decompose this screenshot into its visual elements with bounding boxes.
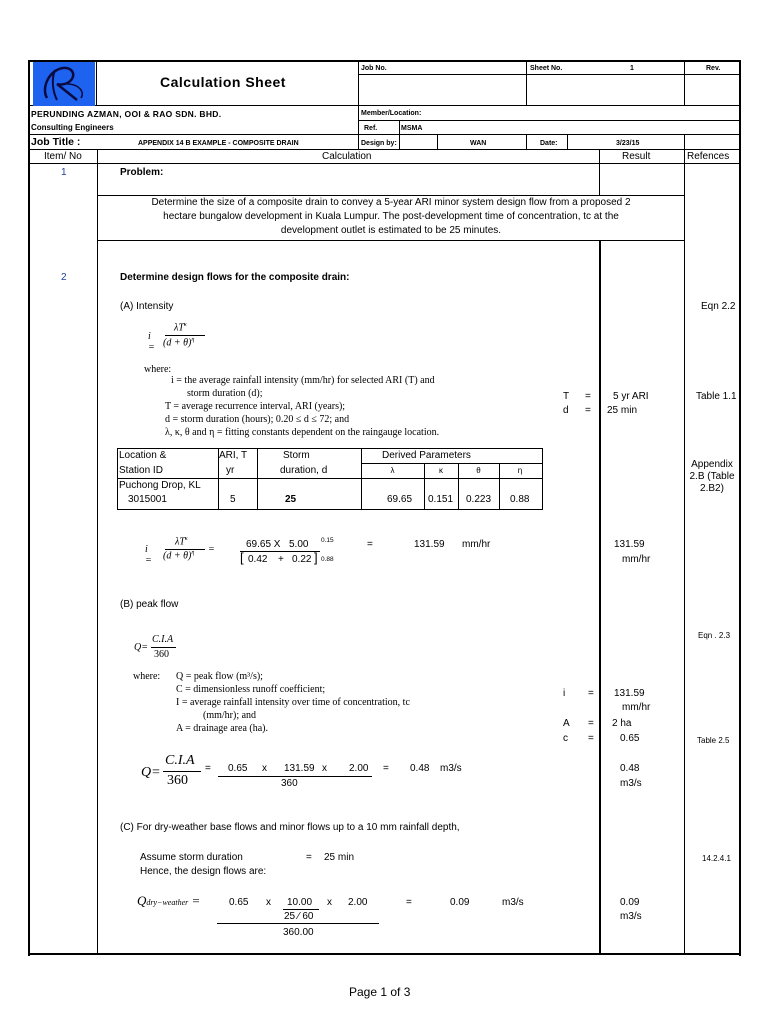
outer-border-right (739, 60, 741, 956)
company-name: PERUNDING AZMAN, OOI & RAO SDN. BHD. (31, 109, 222, 119)
i-unit: mm/hr (622, 702, 651, 713)
header-divider (399, 121, 400, 149)
column-divider (97, 149, 98, 955)
company-subtitle: Consulting Engineers (31, 123, 114, 132)
calc-q-i: 131.59 (284, 763, 315, 774)
calc-q-unit: m3/s (440, 763, 462, 774)
table-cell-eta: 0.88 (510, 494, 530, 505)
table-header-eta: η (517, 466, 523, 475)
T-eq: = (585, 391, 591, 402)
q-where-text: C = dimensionless runoff coefficient; (176, 684, 326, 695)
table-header-derived: Derived Parameters (382, 450, 471, 461)
A-eq: = (588, 718, 594, 729)
i-value: 131.59 (614, 688, 645, 699)
calc-q-den: 360 (281, 778, 298, 789)
c-value: 0.65 (620, 733, 640, 744)
problem-text-line: development outlet is estimated to be 25 minutes. (280, 225, 502, 236)
problem-text-line: hectare bungalow development in Kuala Lumpur. The post-development time of concentration, tc at the (163, 211, 619, 222)
date-label: Date: (540, 140, 558, 147)
col-header-references: Refences (687, 151, 730, 162)
problem-text-line: Determine the size of a composite drain to convey a 5-year ARI minor system design flow from a proposed 2 (151, 197, 631, 208)
header-divider (28, 163, 740, 164)
calc-dry-result: 0.09 (450, 897, 470, 908)
calc-q-x: x (322, 763, 327, 774)
item-number: 1 (61, 167, 67, 178)
table-header-station: Station ID (119, 465, 163, 476)
table-reference: Table 1.1 (696, 391, 737, 402)
header-divider (437, 135, 438, 149)
calc-i-den-plus: + (278, 554, 284, 565)
date-value: 3/23/15 (616, 140, 640, 147)
result-intensity: 131.59 (614, 539, 645, 550)
problem-label: Problem: (120, 167, 164, 178)
item-number: 2 (61, 272, 67, 283)
where-text: T = average recurrence interval, ARI (years); (165, 401, 346, 412)
eqn-reference: Eqn . 2.3 (698, 631, 731, 640)
dry-weather-label: (C) For dry-weather base flows and minor flows up to a 10 mm rainfall depth, (120, 822, 460, 833)
problem-box-line (97, 195, 684, 196)
calc-i-den-bracket: [ (240, 550, 244, 565)
intensity-label: (A) Intensity (120, 301, 174, 312)
table-cell-duration: 25 (285, 494, 297, 505)
ref-value: MSMA (401, 125, 423, 132)
design-by-label: Design by: (361, 140, 397, 147)
i-label: i (563, 688, 566, 699)
result-dry-flow: 0.09 (620, 897, 640, 908)
table-cell-kappa: 0.151 (428, 494, 454, 505)
assume-eq: = (306, 852, 312, 863)
T-label: T (563, 391, 570, 402)
outer-border-bottom (28, 953, 741, 955)
job-title-label: Job Title : (31, 136, 81, 148)
sheet-title: Calculation Sheet (160, 74, 286, 90)
calc-i-den-b: 0.22 (292, 554, 312, 565)
calc-i-num-exp: 0.15 (321, 537, 334, 544)
table-cell-location: Puchong Drop, KL (119, 480, 201, 491)
i-eq: = (588, 688, 594, 699)
fraction-line (283, 909, 319, 910)
c-eq: = (588, 733, 594, 744)
q-where-text: Q = peak flow (m³/s); (176, 671, 263, 682)
header-divider (567, 135, 568, 149)
calc-i-num-b: 5.00 (289, 539, 309, 550)
member-location-label: Member/Location: (361, 110, 422, 117)
calc-dry-depth: 10.00 (287, 897, 313, 908)
header-divider (28, 105, 740, 106)
q-dry-weather-symbol: Qdry−weather = (137, 893, 201, 908)
where-text: i = the average rainfall intensity (mm/hr) for selected ARI (T) and (171, 375, 435, 386)
table-cell-lambda: 69.65 (387, 494, 413, 505)
calc-q-eq: = (383, 763, 389, 774)
header-divider (96, 60, 97, 105)
A-value: 2 ha (612, 718, 632, 729)
assume-label: Assume storm duration (140, 852, 243, 863)
eqn-reference: Eqn 2.2 (701, 301, 736, 312)
fraction-line (218, 776, 372, 777)
calc-dry-x: x (266, 897, 271, 908)
calc-dry-sub-den: 25 ⁄ 60 (284, 911, 314, 922)
page-number: Page 1 of 3 (349, 985, 411, 999)
hence-label: Hence, the design flows are: (140, 866, 267, 877)
header-divider (684, 135, 685, 149)
T-value: 5 yr ARI (613, 391, 649, 402)
job-no-label: Job No. (361, 65, 387, 72)
table-reference: Table 2.5 (697, 736, 730, 745)
calc-dry-c: 0.65 (229, 897, 249, 908)
fraction-line (240, 551, 320, 552)
table-header-kappa: κ (439, 466, 443, 475)
appendix-reference: Appendix (691, 459, 733, 470)
table-header-lambda: λ (390, 466, 395, 475)
result-peak-flow: 0.48 (620, 763, 640, 774)
calc-q-c: 0.65 (228, 763, 248, 774)
header-divider (526, 135, 527, 149)
outer-border-top (28, 60, 741, 62)
assume-value: 25 min (324, 852, 355, 863)
appendix-reference: 2.B (Table (689, 471, 735, 482)
table-cell-ari: 5 (230, 494, 236, 505)
result-peak-flow-unit: m3/s (620, 778, 642, 789)
q-where-text: I = average rainfall intensity over time of concentration, tc (176, 697, 410, 708)
design-by-value: WAN (470, 140, 487, 147)
result-intensity-unit: mm/hr (622, 554, 651, 565)
calc-q-result: 0.48 (410, 763, 430, 774)
where-text: where: (144, 364, 172, 375)
header-divider (684, 60, 685, 105)
outer-border-left (28, 60, 30, 956)
table-header-ari-unit: yr (226, 465, 235, 476)
calc-i-den-a: 0.42 (248, 554, 268, 565)
calc-q-x: x (262, 763, 267, 774)
column-divider (599, 149, 600, 164)
q-where-text: where: (133, 671, 161, 682)
fraction-line (217, 923, 379, 924)
table-header-storm: Storm (283, 450, 310, 461)
calc-dry-a: 2.00 (348, 897, 368, 908)
calc-q-a: 2.00 (349, 763, 369, 774)
appendix-reference: 2.B2) (700, 483, 724, 494)
col-header-calculation: Calculation (322, 151, 372, 162)
table-cell-station: 3015001 (128, 494, 167, 505)
header-divider (526, 60, 527, 105)
table-cell-theta: 0.223 (466, 494, 492, 505)
d-eq: = (585, 405, 591, 416)
calc-i-eq: = (367, 539, 373, 550)
company-logo (33, 62, 95, 106)
column-divider (684, 149, 685, 955)
calc-i-result: 131.59 (414, 539, 445, 550)
calc-q-eq: = (205, 763, 211, 774)
where-text: storm duration (d); (187, 388, 263, 399)
col-header-result: Result (622, 151, 651, 162)
header-divider (358, 120, 740, 121)
calc-i-den-bracket: ] (314, 550, 318, 565)
table-header-theta: θ (476, 466, 481, 475)
result-column-line (599, 240, 601, 955)
problem-box-line (599, 163, 600, 196)
calc-i-den-exp: 0.88 (321, 556, 334, 563)
calc-dry-unit: m3/s (502, 897, 524, 908)
problem-box-line (97, 240, 684, 241)
rev-label: Rev. (706, 65, 721, 72)
section-heading: Determine design flows for the composite drain: (120, 272, 350, 283)
calc-i-num-a: 69.65 X (246, 539, 281, 550)
result-dry-flow-unit: m3/s (620, 911, 642, 922)
col-header-item: Item/ No (44, 151, 82, 162)
q-where-text: (mm/hr); and (203, 710, 257, 721)
where-text: λ, κ, θ and η = fitting constants dependent on the raingauge location. (165, 427, 440, 438)
table-header-ari: ARI, T (219, 450, 248, 461)
ref-label: Ref. (364, 125, 378, 132)
d-value: 25 min (607, 405, 638, 416)
c-label: c (563, 733, 568, 744)
header-divider (28, 134, 740, 135)
calc-dry-x: x (327, 897, 332, 908)
clause-reference: 14.2.4.1 (702, 854, 731, 863)
d-label: d (563, 405, 569, 416)
sheet-no-label: Sheet No. (530, 65, 563, 72)
sheet-no-value: 1 (630, 65, 634, 72)
calc-dry-den: 360.00 (283, 927, 314, 938)
q-where-text: A = drainage area (ha). (176, 723, 268, 734)
calc-dry-eq: = (406, 897, 412, 908)
job-title-value: APPENDIX 14 B EXAMPLE - COMPOSITE DRAIN (138, 140, 299, 147)
logo-mark (33, 62, 95, 106)
where-text: d = storm duration (hours); 0.20 ≤ d ≤ 72; and (165, 414, 350, 425)
peak-flow-label: (B) peak flow (120, 599, 179, 610)
calc-i-unit: mm/hr (462, 539, 491, 550)
A-label: A (563, 718, 570, 729)
table-header-location: Location & (119, 450, 167, 461)
table-header-duration: duration, d (280, 465, 328, 476)
